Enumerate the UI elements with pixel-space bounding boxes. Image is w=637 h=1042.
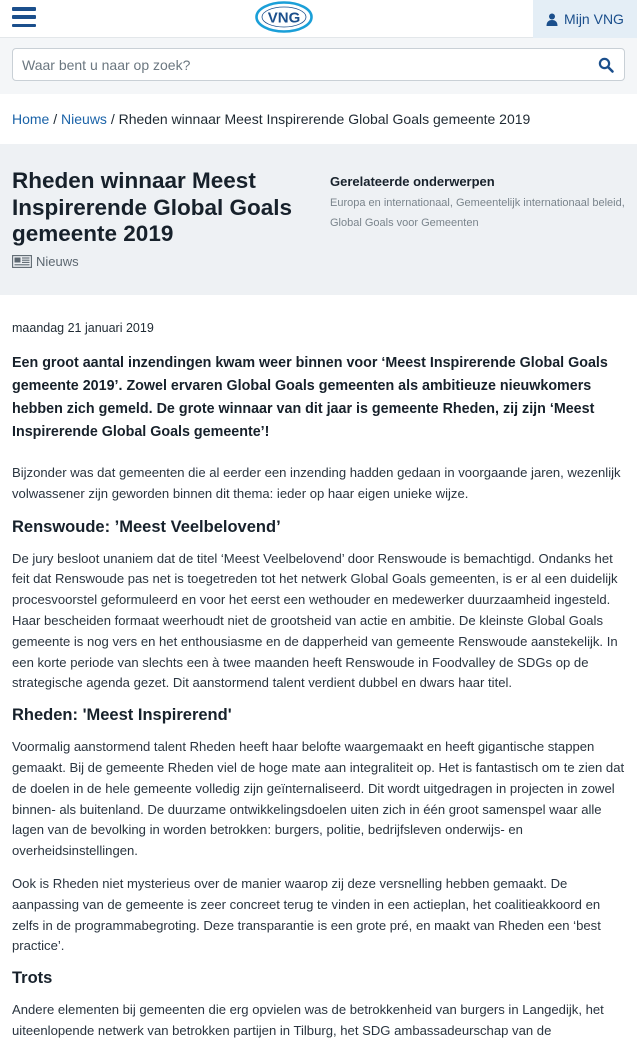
content-type-label: Nieuws (36, 254, 79, 269)
article-lead: Een groot aantal inzendingen kwam weer binnen voor ‘Meest Inspirerende Global Goals gemeente 2019’. Zowel ervaren Global Goals gemeenten als ambitieuze nieuwkomers hebben zich gemeld. De grote winnaar van dit jaar is gemeente Rheden, zij zijn ‘Meest Inspirerende Global Goals gemeente’! (12, 355, 608, 440)
article-paragraph: De jury besloot unaniem dat de titel ‘Meest Veelbelovend’ door Renswoude is bemachtigd. Ondanks het feit dat Renswoude pas net is toegetreden tot het netwerk Global Goals gemeenten, is er al een duidelijk procesvoorstel geformuleerd en voor het eerst een wethouder en medewerker duurzaamheid ingesteld. Haar bescheiden formaat weerhoudt niet de grootsheid van actie en ambitie. De kleinste Global Goals gemeente is nog vers en het enthousiasme en de dapperheid van gemeente Renswoude aanstekelijk. In een korte periode van slechts een à twee maanden heeft Renswoude in Foodvalley de SDGs op de strategische agenda gezet. Dit aanstormend talent verdient dubbel en dwars haar titel. (12, 550, 618, 691)
page-title: Rheden winnaar Meest Inspirerende Global Goals gemeente 2019 (12, 168, 293, 246)
mijn-vng-label: Mijn VNG (564, 11, 624, 27)
search-input[interactable] (13, 49, 624, 80)
article-paragraph: Voormalig aanstormend talent Rheden heeft haar belofte waargemaakt en heeft gigantische stappen gemaakt. Bij de gemeente Rheden viel de hoge mate aan integraliteit op. Het is fantastisch om te zien dat de doelen in de hele gemeente volledig zijn geïnternaliseerd. Dit wordt uitgedragen in projecten in zowel binnen- als buitenland. De duurzame ontwikkelingsdoelen uiten zich in één groot samenspel waar alle lagen van de bevolking in worden betrokken: burgers, politie, bedrijfsleven onderwijs- en overheidsinstellingen. (12, 739, 625, 859)
related-link-gemeentelijk[interactable]: Gemeentelijk internationaal beleid (456, 197, 622, 209)
article-date: maandag 21 januari 2019 (12, 321, 154, 335)
mijn-vng-button[interactable] (533, 0, 637, 38)
related-separator: , (621, 197, 625, 209)
article-paragraph: Bijzonder was dat gemeenten die al eerder een inzending hadden gedaan in voorgaande jaren, wezenlijk volwassener zijn geworden binnen dit thema: ieder op haar eigen unieke wijze. (12, 465, 621, 501)
section-heading-renswoude: Renswoude: ’Meest Veelbelovend’ (12, 517, 281, 536)
article-paragraph: Ook is Rheden niet mysterieus over de manier waarop zij deze versnelling hebben gemaakt. De aanpassing van de gemeente is zeer concreet terug te vinden in een actieplan, het coalitieakkoord en zelfs in de programmabegroting. Deze transparantie is een grote pré, en maakt van Rheden een ‘best practice’. (12, 875, 601, 954)
search-bar (0, 38, 637, 94)
vng-logo[interactable] (255, 1, 313, 33)
hamburger-icon[interactable] (12, 7, 36, 27)
top-bar (0, 0, 637, 38)
breadcrumb-separator: / (106, 111, 119, 127)
article-paragraph: Andere elementen bij gemeenten die erg opvielen was de betrokkenheid van burgers in Langedijk, het uiteenlopende netwerk van betrokken partijen in Tilburg, het SDG ambassadeurschap van de (12, 1002, 604, 1038)
search-icon[interactable] (598, 57, 614, 73)
related-link-global-goals[interactable]: Global Goals voor Gemeenten (330, 217, 479, 229)
article-body (0, 321, 637, 1042)
search-box (12, 48, 625, 81)
logo-text: VNG (267, 9, 301, 27)
breadcrumb-current: Rheden winnaar Meest Inspirerende Global Goals gemeente 2019 (118, 111, 531, 127)
section-heading-trots: Trots (12, 969, 53, 988)
breadcrumb-separator: / (49, 111, 62, 127)
breadcrumb-home[interactable]: Home (12, 111, 50, 127)
related-separator: , (449, 197, 456, 209)
related-topics-list (330, 193, 626, 233)
article-header (0, 144, 637, 295)
user-icon (546, 13, 558, 26)
related-link-europa[interactable]: Europa en internationaal (330, 197, 450, 209)
related-topics-heading: Gerelateerde onderwerpen (330, 174, 495, 189)
related-topics (330, 174, 626, 233)
newspaper-icon (12, 255, 32, 268)
breadcrumb-news[interactable]: Nieuws (61, 111, 107, 127)
section-heading-rheden: Rheden: 'Meest Inspirerend' (12, 706, 232, 725)
breadcrumb (0, 94, 637, 134)
content-type (12, 254, 79, 269)
